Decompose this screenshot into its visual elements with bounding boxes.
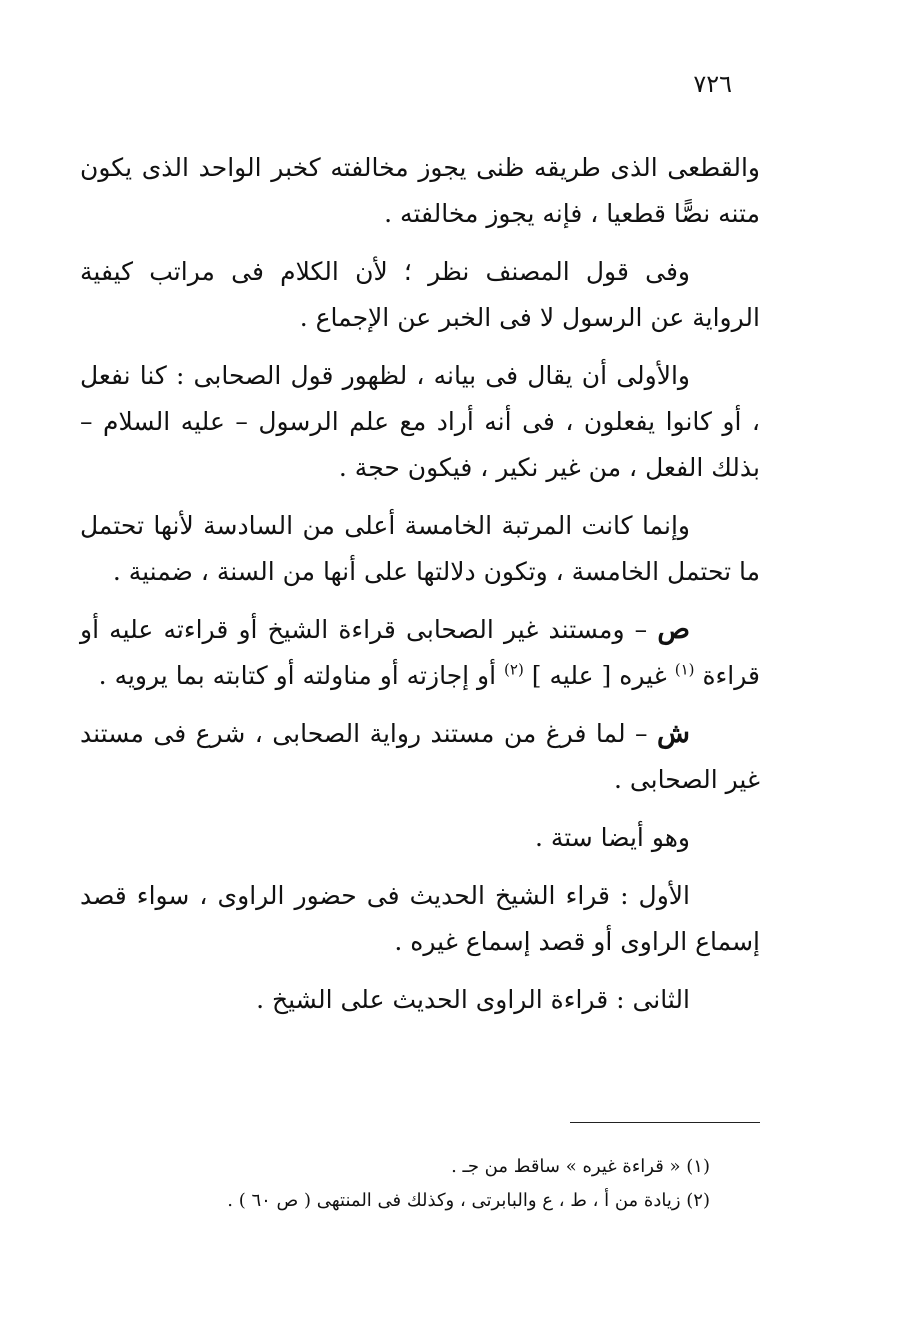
page-number: ٧٢٦	[693, 70, 732, 98]
sad-text-part1: – ومستند غير الصحابى قراءة الشيخ أو قراءته عليه أو قراءة	[80, 615, 760, 690]
sad-marker: ص	[657, 614, 690, 645]
shin-text: – لما فرغ من مستند رواية الصحابى ، شرع فى مستند غير الصحابى .	[80, 719, 760, 794]
main-text	[80, 145, 760, 1035]
footnotes	[110, 1150, 710, 1218]
footnote-ref-2[interactable]: (٢)	[504, 660, 524, 679]
sad-text-part2: غيره [ عليه ]	[523, 661, 675, 690]
sad-text-part3: أو إجازته أو مناولته أو كتابته بما يرويه .	[98, 661, 505, 690]
footnote-2: (٢) زيادة من أ ، ط ، ع والبابرتى ، وكذلك فى المنتهى ( ص ٦٠ ) .	[227, 1190, 710, 1211]
footnote-1: (١) « قراءة غيره » ساقط من جـ .	[451, 1156, 710, 1177]
shin-marker: ش	[657, 718, 690, 749]
paragraph-awla: والأولى أن يقال فى بيانه ، لظهور قول الصحابى : كنا نفعل ، أو كانوا يفعلون ، فى أنه أراد مع علم الرسول – عليه السلام – بذلك الفعل ، من غير نكير ، فيكون حجة .	[80, 361, 760, 482]
paragraph-sharh-shin	[80, 711, 760, 803]
paragraph-sitta: وهو أيضا ستة .	[534, 823, 690, 852]
paragraph-matn-sad	[80, 607, 760, 699]
paragraph-khamisa: وإنما كانت المرتبة الخامسة أعلى من السادسة لأنها تحتمل ما تحتمل الخامسة ، وتكون دلالتها على أنها من السنة ، ضمنية .	[80, 511, 760, 586]
paragraph-qatiy: والقطعى الذى طريقه ظنى يجوز مخالفته كخبر الواحد الذى يكون متنه نصًّا قطعيا ، فإنه يجوز مخالفته .	[80, 153, 760, 228]
paragraph-musannif-critique: وفى قول المصنف نظر ؛ لأن الكلام فى مراتب كيفية الرواية عن الرسول لا فى الخبر عن الإجماع .	[80, 257, 760, 332]
footnote-divider	[570, 1122, 760, 1123]
paragraph-first-method: الأول : قراء الشيخ الحديث فى حضور الراوى ، سواء قصد إسماع الراوى أو قصد إسماع غيره .	[80, 881, 760, 956]
footnote-ref-1[interactable]: (١)	[674, 660, 695, 679]
paragraph-second-method: الثانى : قراءة الراوى الحديث على الشيخ .	[256, 985, 690, 1014]
